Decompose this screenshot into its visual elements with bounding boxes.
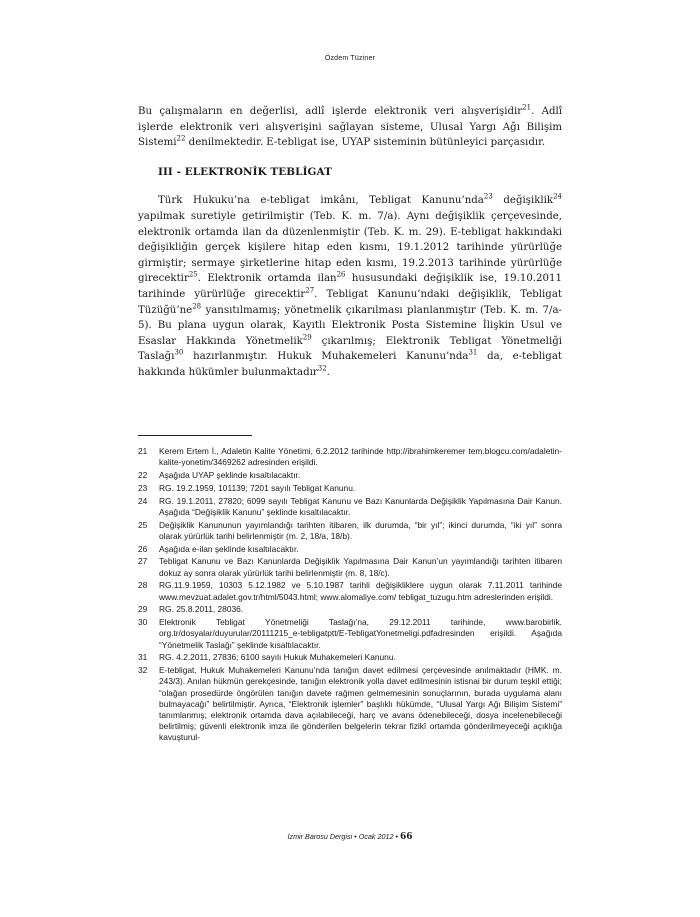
footnote-text: Değişiklik Kanununun yayımlandığı tarihten itibaren, ilk durumda, “bir yıl”; ikinci durumda, “iki yıl” sonra olarak yürürlük tarihi belirlenmiştir (m. 2, 18/a, 18/b).: [159, 519, 562, 541]
paragraph-e-tebligat: [138, 193, 562, 380]
text-span: hususundaki değişiklik ise, 19.10.2011 tarihinde yürürlüğe girecektir: [138, 273, 562, 300]
publication-name: İzmir Barosu Dergisi: [287, 832, 353, 841]
footnote-number: 27: [138, 556, 148, 567]
footnote: [138, 544, 562, 555]
footnote: [138, 556, 562, 578]
paragraph-intro: [138, 104, 562, 151]
text-span: denilmektedir. E-tebligat ise, UYAP sisteminin bütünleyici parçasıdır.: [185, 137, 546, 149]
footnote-text: Tebligat Kanunu ve Bazı Kanunlarda Değişiklik Yapılmasına Dair Kanun’un yayımlandığı tarihten itibaren dokuz ay sonra olarak yürürlük tarihi belirlenmiştir (m. 8, 18/c).: [159, 556, 562, 578]
text-span: .: [326, 366, 330, 378]
footnote-text: RG. 19.2.1959, 101139; 7201 sayılı Tebligat Kanunu.: [159, 482, 356, 493]
text-span: . Elektronik ortamda ilan: [197, 273, 337, 285]
text-span: Türk Hukuku’na e-tebligat imkânı, Tebligat Kanunu’nda: [158, 195, 484, 207]
footnote-text: RG.11.9.1959, 10303 5.12.1982 ve 5.10.1987 tarihli değişikliklere uygun olarak 7.11.2011 tarihinde www.mevzuat.adalet.gov.tr/html/5043.html; www.alomaliye.com/ tebligat_tuzugu.htm adreslerinden erişildi.: [159, 580, 562, 602]
text-span: . Tebligat Kanunu’ndaki değişiklik, Tebligat Tüzüğü’ne: [138, 288, 562, 316]
footnote-number: 24: [138, 495, 148, 506]
footnote: [138, 496, 562, 518]
footnote-ref[interactable]: 32: [317, 364, 327, 373]
footnote-ref[interactable]: 28: [192, 302, 202, 311]
footnote: [138, 604, 562, 615]
text-span: yansıtılmamış; yönetmelik çıkarılması planlanmıştır (Teb. K. m. 7/a-5). Bu plana uygun olarak, Kayıtlı Elektronik Posta Sistemine İlişkin Usul ve Esaslar Hakkında Yönetmelik: [138, 304, 562, 347]
text-span: . Adlî işlerde elektronik veri alışverişini sağlayan sisteme, Ulusal Yargı Ağı Bilişim Sistemi: [138, 106, 563, 149]
footnote-number: 25: [138, 519, 148, 530]
text-span: çıkarılmış; Elektronik Tebligat Yönetmeliği Taslağı: [138, 335, 562, 363]
footnote-number: 23: [138, 482, 148, 493]
footnote-separator: [138, 435, 252, 436]
text-span: da, e-tebligat hakkında hükümler bulunmaktadır: [138, 351, 562, 378]
footnote-ref[interactable]: 29: [302, 333, 312, 342]
footnote: [138, 520, 562, 542]
footnote-ref[interactable]: 22: [176, 134, 186, 143]
footnote-number: 22: [138, 470, 148, 480]
footer-separator: •: [352, 832, 359, 841]
text-span: yapılmak suretiyle getirilmiştir (Teb. K. m. 7/a). Aynı değişiklik çerçevesinde, elektronik ortamda ilan da düzenlenmiştir (Teb. K. m. 29). E-tebligat hakkındaki değişikliğin gerçek kişilere hitap eden kısmı, 19.1.2012 tarihinde yürürlüğe girmiştir; sermaye şirketlerine hitap eden kısmı, 19.2.2013 tarihinde yürürlüğe girecektir: [138, 210, 562, 285]
footnote-number: 32: [138, 665, 148, 676]
footnote-number: 30: [138, 617, 148, 628]
footnote-text: Aşağıda e-ilan şeklinde kısaltılacaktır.: [159, 543, 299, 554]
body-text: [138, 104, 562, 381]
footnote-number: 29: [138, 604, 148, 615]
running-head: Özdem Tüziner: [324, 55, 376, 62]
footnote-ref[interactable]: 25: [188, 270, 198, 279]
page-number: 66: [399, 832, 413, 842]
footnote-text: Kerem Ertem İ., Adaletin Kalite Yönetimi, 6.2.2012 tarihinde http://ibrahimkeremer tem.blogcu.com/adaletin-kalite-yonetim/3469262 adresinden erişildi.: [159, 446, 562, 468]
footnote-number: 21: [138, 446, 148, 456]
footnote-ref[interactable]: 21: [522, 103, 532, 112]
footnote-text: E-tebligat, Hukuk Muhakemeleri Kanunu’nda tanığın davet edilmesi çerçevesinde anılmaktadır (HMK. m. 243/3). Anılan hükmün gerekçesinde, tanığın elektronik yolla davet edilmesinin istisnai bir durum teşkil ettiği; “olağan prosedürde öngörülen tanığın davete rağmen gelmemesinin sonuçlarının, burada uygulama alanı bulmayacağı” belirtilmiştir. Ayrıca, “Elektronik işlemler” başlıklı hükümde, “Ulusal Yargı Ağı Bilişim Sistemi” tanımlanmış; elektronik ortamda dava açılabileceği, harç ve avans ödenebileceği, dosya incelenebileceği belirtilmiş; güvenli elektronik imza ile gönderilen belgelerin tekrar fizikî ortamda gönderilmeyeceği açıklığa kavuşturul-: [159, 665, 562, 743]
footnote-text: Aşağıda UYAP şeklinde kısaltılacaktır.: [159, 470, 301, 480]
section-heading: III - ELEKTRONİK TEBLİGAT: [158, 165, 332, 178]
footnote-ref[interactable]: 23: [483, 192, 493, 201]
footnote-text: RG. 19.1.2011, 27820; 6099 sayılı Tebligat Kanunu ve Bazı Kanunlarda Değişiklik Yapılmasına Dair Kanun. Aşağıda “Değişiklik Kanunu” şeklinde kısaltılacaktır.: [159, 495, 562, 517]
text-span: Bu çalışmaların en değerlisi, adlî işlerde elektronik veri alışverişidir: [138, 106, 523, 117]
footnote-text: RG. 4.2.2011, 27836; 6100 sayılı Hukuk Muhakemeleri Kanunu.: [159, 652, 396, 663]
footnote: [138, 617, 562, 651]
footnote-ref[interactable]: 26: [336, 270, 346, 279]
footnote-number: 26: [138, 543, 148, 554]
footnote-ref[interactable]: 24: [553, 192, 562, 201]
footnote-number: 31: [138, 652, 148, 663]
issue-date: Ocak 2012: [358, 832, 394, 841]
footnote-number: 28: [138, 580, 148, 591]
footnote: [138, 483, 562, 494]
page-footer: [0, 832, 700, 842]
footer-separator: •: [393, 832, 400, 841]
footnote-ref[interactable]: 30: [174, 348, 184, 357]
text-span: değişiklik: [492, 195, 554, 207]
footnote: [138, 652, 562, 663]
footnote: [138, 665, 562, 743]
footnote-text: RG. 25.8.2011, 28036.: [159, 604, 244, 615]
footnote: [138, 580, 562, 602]
footnote: [138, 446, 562, 468]
footnote: [138, 470, 562, 481]
footnote-ref[interactable]: 31: [468, 348, 478, 357]
footnotes: [138, 446, 562, 745]
text-span: hazırlanmıştır. Hukuk Muhakemeleri Kanunu’nda: [183, 351, 469, 363]
footnote-text: Elektronik Tebligat Yönetmeliği Taslağı’na, 29.12.2011 tarihinde, www.barobirlik. org.tr/dosyalar/duyurular/20111215_e-tebligatptt/E-TebligatYonetmeligi.pdfadresinden erişildi. Aşağıda “Yönetmelik Taslağı” şeklinde kısaltılacaktır.: [159, 617, 562, 650]
footnote-ref[interactable]: 27: [305, 286, 315, 295]
